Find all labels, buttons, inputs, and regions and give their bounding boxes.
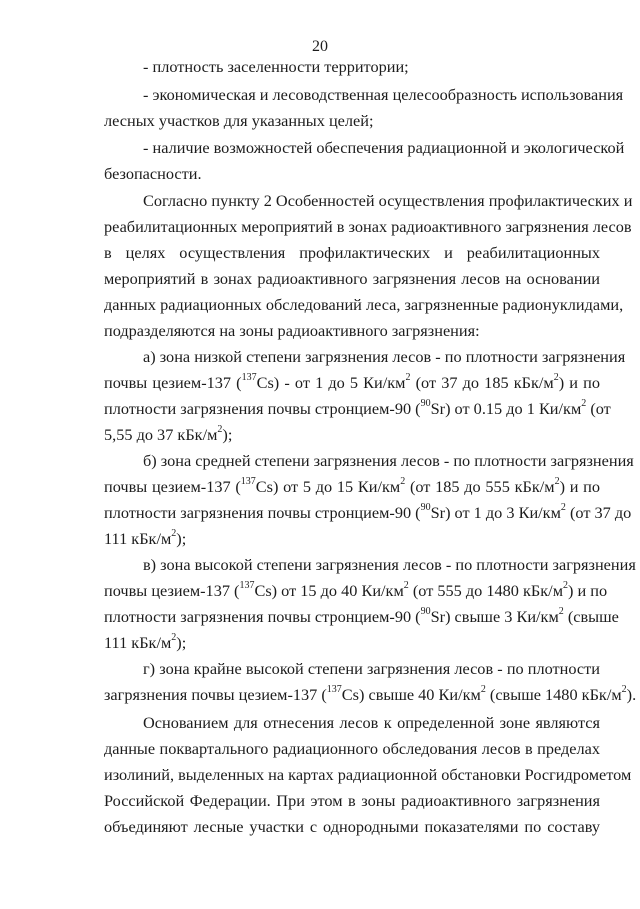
text-line: г) зона крайне высокой степени загрязнения лесов - по плотности (143, 659, 600, 678)
text-line-with-superscripts: почвы цезием-137 ($^{137}$Cs) от 5 до 15 $Ки/км^2$ (от 185 до 555 кБк/$м^2$) и по (104, 475, 600, 496)
text-line: данных радиационных обследований леса, загрязненные радионуклидами, (104, 295, 624, 314)
text-line-with-superscripts: плотности загрязнения почвы стронцием-90 ($^{90}$Sr) свыше 3 $Ки/км^2$ (свыше (104, 605, 619, 626)
text-line: мероприятий в зонах радиоактивного загрязнения лесов на основании (104, 269, 600, 288)
text-line-with-superscripts: плотности загрязнения почвы стронцием-90 ($^{90}$Sr) от 0.15 до 1 $Ки/км^2$ (от (104, 397, 611, 418)
text-line: объединяют лесные участки с однородными показателями по составу (104, 817, 600, 836)
text-line: Согласно пункту 2 Особенностей осуществления профилактических и (143, 191, 633, 210)
text-line: - наличие возможностей обеспечения радиационной и экологической (143, 138, 625, 157)
text-line: Российской Федерации. При этом в зоны радиоактивного загрязнения (104, 791, 600, 810)
text-line-with-superscripts: 111 кБк/$м^2$); (104, 631, 187, 652)
text-line: лесных участков для указанных целей; (104, 111, 374, 130)
text-line-with-superscripts: 111 кБк/$м^2$); (104, 527, 187, 548)
text-line-with-superscripts: 5,55 до 37 кБк/$м^2$); (104, 423, 233, 444)
text-line: а) зона низкой степени загрязнения лесов - по плотности загрязнения (143, 347, 626, 366)
text-line: данные поквартального радиационного обследования лесов в пределах (104, 739, 600, 758)
text-line-with-superscripts: загрязнения почвы цезием-137 ($^{137}$Cs) свыше 40 $Ки/км^2$ (свыше 1480 кБк/$м^2$). (104, 683, 637, 704)
text-line: подразделяются на зоны радиоактивного загрязнения: (104, 321, 480, 340)
text-line: - экономическая и лесоводственная целесообразность использования (143, 85, 624, 104)
text-line: б) зона средней степени загрязнения лесов - по плотности загрязнения (143, 451, 634, 470)
text-line-with-superscripts: почвы цезием-137 ($^{137}$Cs) от 15 до 40 $Ки/км^2$ (от 555 до 1480 кБк/$м^2$) и по (104, 579, 608, 600)
text-line: Основанием для отнесения лесов к определенной зоне являются (143, 713, 600, 732)
text-line-with-superscripts: почвы цезием-137 ($^{137}$Cs) - от 1 до 5 $Ки/км^2$ (от 37 до 185 кБк/$м^2$) и по (104, 371, 600, 392)
text-line: в целях осуществления профилактических и реабилитационных (104, 243, 600, 262)
text-line: изолиний, выделенных на картах радиационной обстановки Росгидрометом (104, 765, 632, 784)
page-number: 20 (312, 38, 328, 55)
text-line: - плотность заселенности территории; (143, 57, 409, 76)
text-line-with-superscripts: плотности загрязнения почвы стронцием-90 ($^{90}$Sr) от 1 до 3 $Ки/км^2$ (от 37 до (104, 501, 632, 522)
text-line: в) зона высокой степени загрязнения лесов - по плотности загрязнения (143, 555, 636, 574)
text-line: безопасности. (104, 164, 202, 183)
text-line: реабилитационных мероприятий в зонах радиоактивного загрязнения лесов (104, 217, 632, 236)
